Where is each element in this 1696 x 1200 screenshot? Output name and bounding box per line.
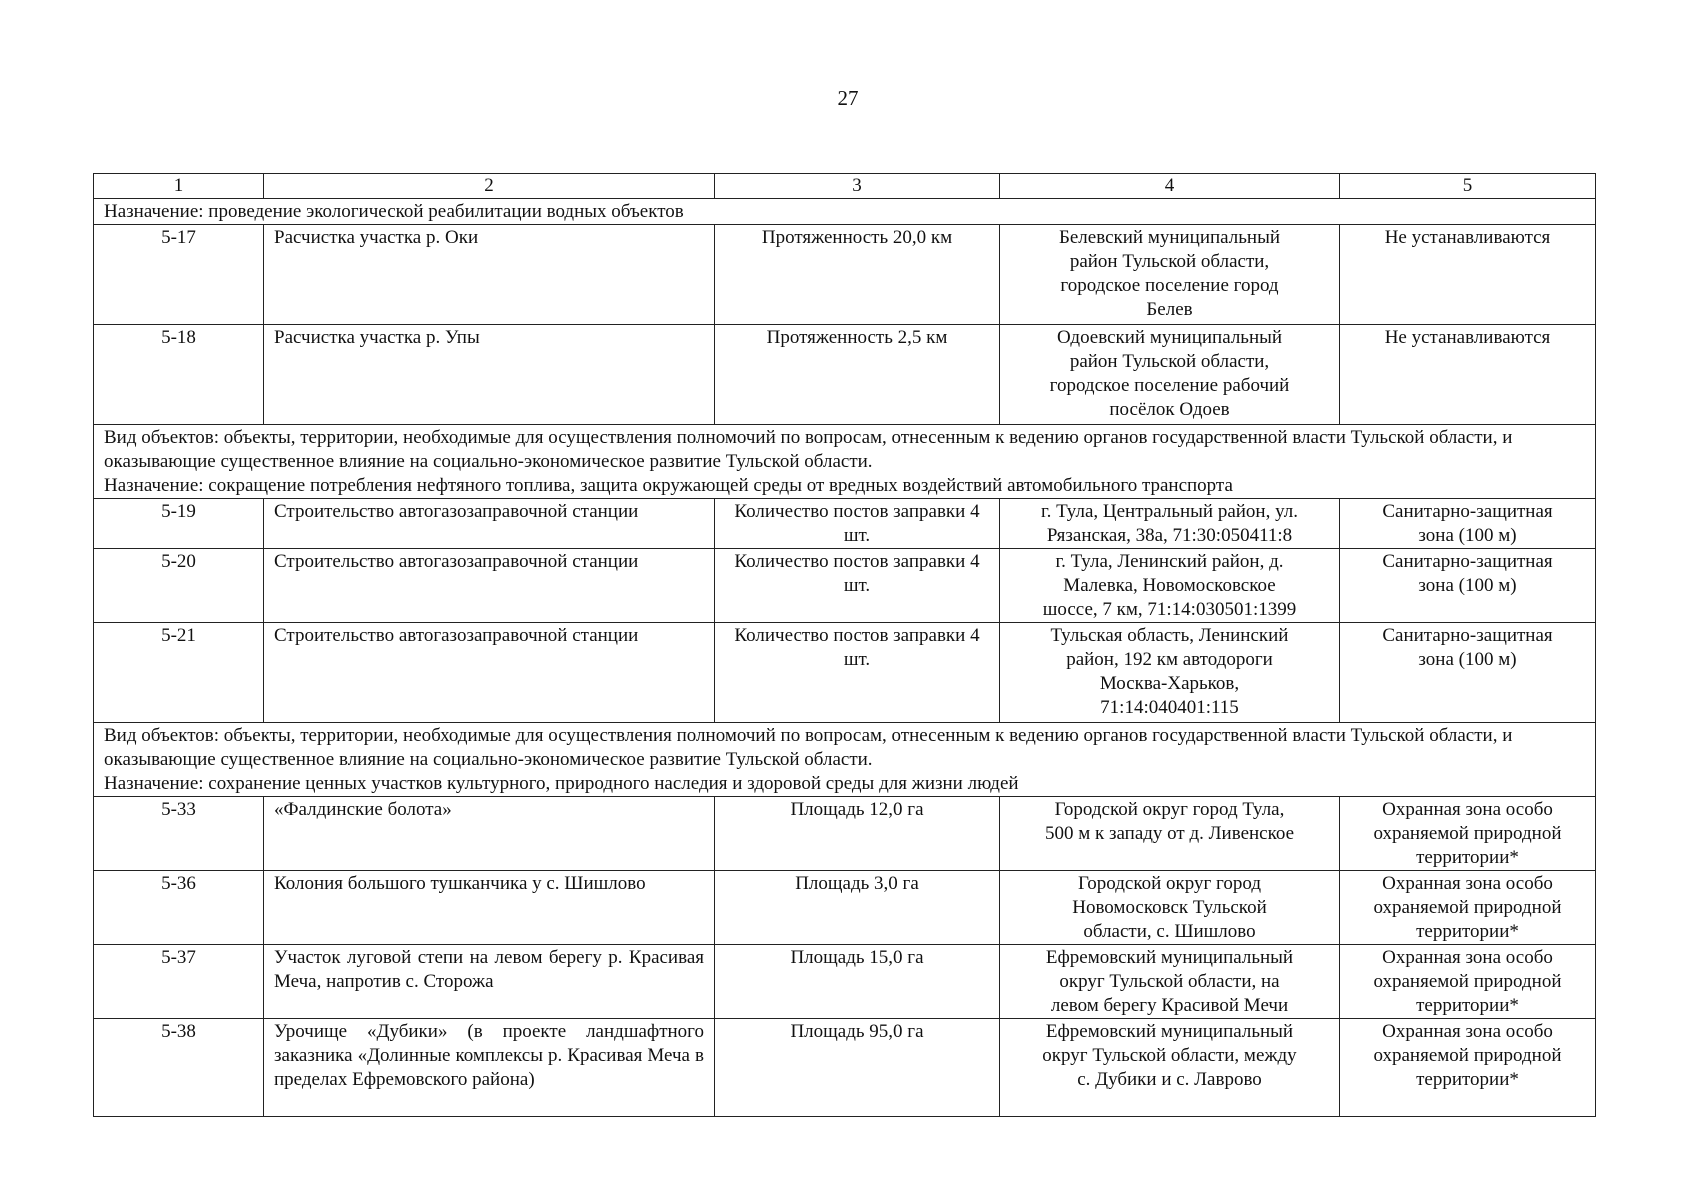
zone-line: зона (100 м)	[1418, 525, 1517, 546]
location-line: Тульская область, Ленинский	[1050, 625, 1289, 646]
table-row	[94, 225, 1596, 325]
location-line: левом берегу Красивой Мечи	[1050, 995, 1289, 1016]
object-name: Строительство автогазозаправочной станции	[264, 623, 715, 723]
table-row	[94, 499, 1596, 549]
location-line: г. Тула, Ленинский район, д.	[1055, 551, 1284, 572]
location-line: район Тульской области,	[1069, 351, 1270, 372]
location-line: округ Тульской области, на	[1059, 971, 1280, 992]
section-header-row	[94, 199, 1596, 225]
zone-line: Санитарно-защитная	[1382, 625, 1553, 646]
location-line: район, 192 км автодороги	[1066, 649, 1273, 670]
zone-line: территории*	[1416, 1069, 1519, 1090]
zone-line: территории*	[1416, 847, 1519, 868]
object-parameter: Площадь 12,0 га	[715, 797, 1000, 871]
location-line: Городской округ город	[1077, 873, 1261, 894]
object-number: 5-20	[94, 549, 264, 623]
object-number: 5-19	[94, 499, 264, 549]
zone-line: охраняемой природной	[1373, 897, 1562, 918]
location-line: г. Тула, Центральный район, ул.	[1040, 501, 1298, 522]
object-name: Колония большого тушканчика у с. Шишлово	[264, 871, 715, 945]
section-line: Назначение: проведение экологической реабилитации водных объектов	[104, 201, 684, 222]
zone-line: охраняемой природной	[1373, 823, 1562, 844]
object-zone	[1340, 499, 1596, 549]
object-number: 5-38	[94, 1019, 264, 1117]
object-name: Расчистка участка р. Оки	[264, 225, 715, 325]
location-line: посёлок Одоев	[1109, 399, 1230, 420]
location-line: район Тульской области,	[1069, 251, 1270, 272]
object-location	[1000, 1019, 1340, 1117]
zone-line: Санитарно-защитная	[1382, 501, 1553, 522]
section-header-row	[94, 425, 1596, 499]
table-row	[94, 797, 1596, 871]
zone-line: Охранная зона особо	[1382, 873, 1553, 894]
object-zone	[1340, 325, 1596, 425]
location-line: 500 м к западу от д. Ливенское	[1044, 823, 1295, 844]
table-row	[94, 1019, 1596, 1117]
object-parameter: Количество постов заправки 4 шт.	[715, 499, 1000, 549]
zone-line: Не устанавливаются	[1384, 327, 1551, 348]
object-location	[1000, 549, 1340, 623]
column-number: 5	[1340, 174, 1596, 199]
object-name: Участок луговой степи на левом берегу р. Красивая Меча, напротив с. Сторожа	[264, 945, 715, 1019]
table-row	[94, 623, 1596, 723]
object-zone	[1340, 1019, 1596, 1117]
location-line: Городской округ город Тула,	[1054, 799, 1285, 820]
zone-line: зона (100 м)	[1418, 575, 1517, 596]
location-line: городское поселение город	[1060, 275, 1279, 296]
section-line: Вид объектов: объекты, территории, необходимые для осуществления полномочий по вопросам, отнесенным к ведению органов государственной власти Тульской области, и оказывающие существенное влияние на социально-экономическое развитие Тульской области.	[104, 725, 1513, 770]
objects-table	[93, 173, 1596, 1117]
location-line: шоссе, 7 км, 71:14:030501:1399	[1042, 599, 1297, 620]
section-header	[94, 199, 1596, 225]
location-line: области, с. Шишлово	[1083, 921, 1256, 942]
table-row	[94, 549, 1596, 623]
column-number: 2	[264, 174, 715, 199]
location-line: 71:14:040401:115	[1100, 697, 1239, 718]
zone-line: Санитарно-защитная	[1382, 551, 1553, 572]
location-line: с. Дубики и с. Лаврово	[1077, 1069, 1262, 1090]
object-location	[1000, 945, 1340, 1019]
object-zone	[1340, 549, 1596, 623]
object-parameter: Площадь 95,0 га	[715, 1019, 1000, 1117]
object-number: 5-17	[94, 225, 264, 325]
object-name: Строительство автогазозаправочной станции	[264, 549, 715, 623]
section-line: Назначение: сохранение ценных участков культурного, природного наследия и здоровой среды для жизни людей	[104, 773, 1019, 794]
object-location	[1000, 797, 1340, 871]
object-parameter: Количество постов заправки 4 шт.	[715, 549, 1000, 623]
object-location	[1000, 623, 1340, 723]
object-parameter: Протяженность 2,5 км	[715, 325, 1000, 425]
object-number: 5-36	[94, 871, 264, 945]
location-line: Белевский муниципальный	[1058, 227, 1281, 248]
table-row	[94, 871, 1596, 945]
section-header	[94, 425, 1596, 499]
column-number: 3	[715, 174, 1000, 199]
column-number-row	[94, 174, 1596, 199]
object-name: «Фалдинские болота»	[264, 797, 715, 871]
object-number: 5-37	[94, 945, 264, 1019]
location-line: округ Тульской области, между	[1042, 1045, 1297, 1066]
column-number: 1	[94, 174, 264, 199]
object-zone	[1340, 871, 1596, 945]
location-line: Ефремовский муниципальный	[1045, 1021, 1294, 1042]
zone-line: Охранная зона особо	[1382, 799, 1553, 820]
zone-line: Не устанавливаются	[1384, 227, 1551, 248]
location-line: Малевка, Новомосковское	[1063, 575, 1276, 596]
zone-line: территории*	[1416, 995, 1519, 1016]
object-location	[1000, 499, 1340, 549]
object-number: 5-33	[94, 797, 264, 871]
zone-line: охраняемой природной	[1373, 971, 1562, 992]
location-line: Москва-Харьков,	[1099, 673, 1240, 694]
table-row	[94, 945, 1596, 1019]
zone-line: охраняемой природной	[1373, 1045, 1562, 1066]
object-name: Расчистка участка р. Упы	[264, 325, 715, 425]
zone-line: зона (100 м)	[1418, 649, 1517, 670]
object-parameter: Протяженность 20,0 км	[715, 225, 1000, 325]
object-zone	[1340, 945, 1596, 1019]
object-number: 5-21	[94, 623, 264, 723]
object-zone	[1340, 797, 1596, 871]
object-location	[1000, 225, 1340, 325]
zone-line: Охранная зона особо	[1382, 947, 1553, 968]
page-number: 27	[837, 86, 859, 110]
object-location	[1000, 871, 1340, 945]
location-line: Новомосковск Тульской	[1072, 897, 1267, 918]
section-line: Назначение: сокращение потребления нефтяного топлива, защита окружающей среды от вредных воздействий автомобильного транспорта	[104, 475, 1233, 496]
section-line: Вид объектов: объекты, территории, необходимые для осуществления полномочий по вопросам, отнесенным к ведению органов государственной власти Тульской области, и оказывающие существенное влияние на социально-экономическое развитие Тульской области.	[104, 427, 1513, 472]
object-parameter: Площадь 3,0 га	[715, 871, 1000, 945]
zone-line: Охранная зона особо	[1382, 1021, 1553, 1042]
object-zone	[1340, 225, 1596, 325]
object-zone	[1340, 623, 1596, 723]
object-parameter: Площадь 15,0 га	[715, 945, 1000, 1019]
object-number: 5-18	[94, 325, 264, 425]
column-number: 4	[1000, 174, 1340, 199]
location-line: Рязанская, 38а, 71:30:050411:8	[1046, 525, 1293, 546]
object-name: Урочище «Дубики» (в проекте ландшафтного заказника «Долинные комплексы р. Красивая Меча в пределах Ефремовского района)	[264, 1019, 715, 1117]
location-line: Одоевский муниципальный	[1056, 327, 1283, 348]
section-header-row	[94, 723, 1596, 797]
location-line: городское поселение рабочий	[1049, 375, 1290, 396]
location-line: Белев	[1146, 299, 1193, 320]
zone-line: территории*	[1416, 921, 1519, 942]
object-name: Строительство автогазозаправочной станции	[264, 499, 715, 549]
object-location	[1000, 325, 1340, 425]
section-header	[94, 723, 1596, 797]
table-row	[94, 325, 1596, 425]
object-parameter: Количество постов заправки 4 шт.	[715, 623, 1000, 723]
location-line: Ефремовский муниципальный	[1045, 947, 1294, 968]
